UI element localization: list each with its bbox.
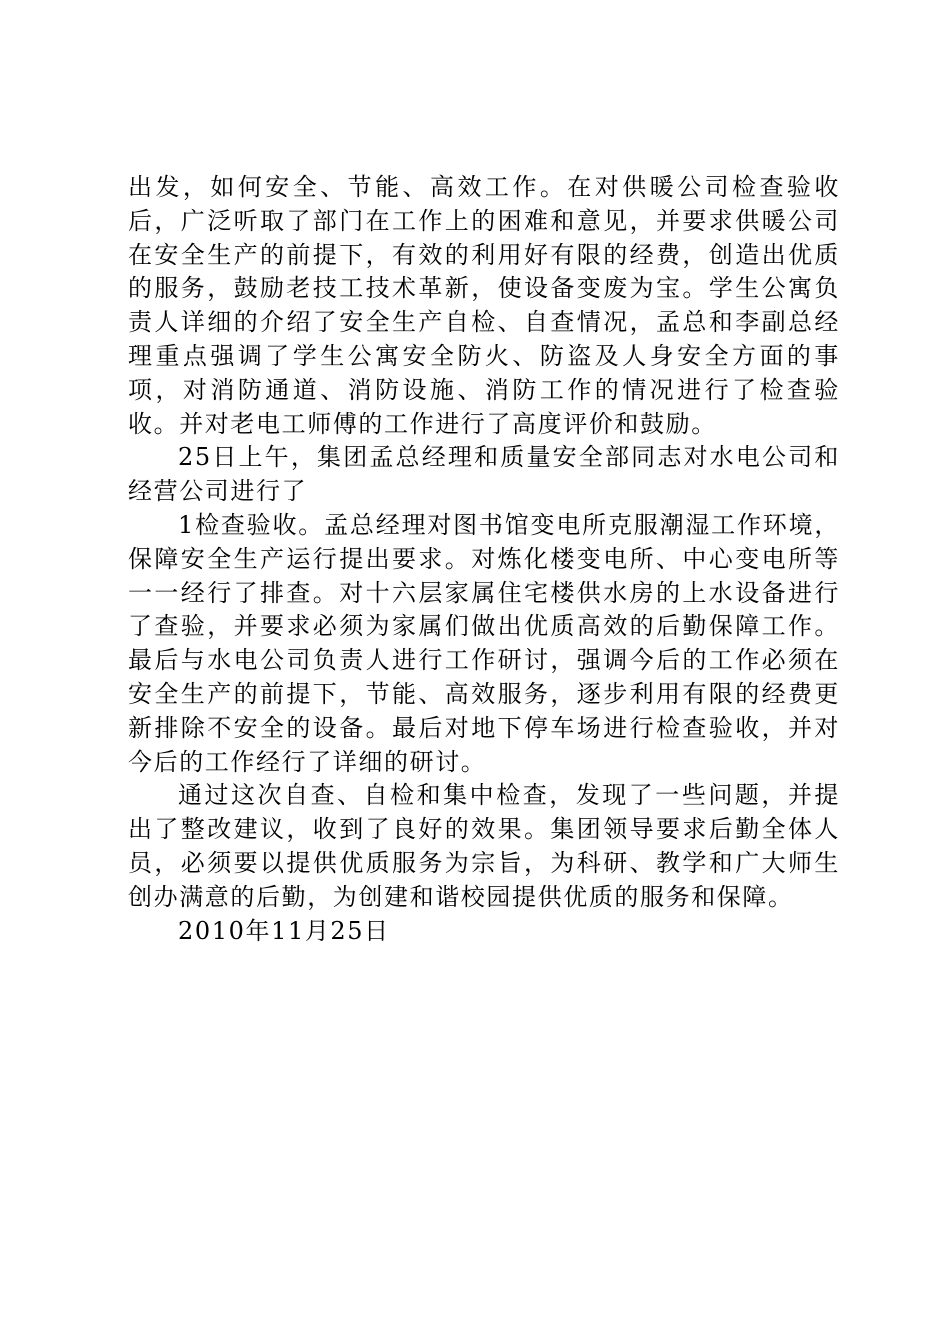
paragraph-continuation: 出发，如何安全、节能、高效工作。在对供暖公司检查验收后，广泛听取了部门在工作上的困难和意见，并要求供暖公司在安全生产的前提下，有效的利用好有限的经费，创造出优质的服务，鼓励老技工技术革新，使设备变废为宝。学生公寓负责人详细的介绍了安全生产自检、自查情况，孟总和李副总经理重点强调了学生公寓安全防火、防盗及人身安全方面的事项，对消防通道、消防设施、消防工作的情况进行了检查验收。并对老电工师傅的工作进行了高度评价和鼓励。 [128, 173, 840, 438]
paragraph-inspection-acceptance: 1检查验收。孟总经理对图书馆变电所克服潮湿工作环境，保障安全生产运行提出要求。对炼化楼变电所、中心变电所等一一经行了排查。对十六层家属住宅楼供水房的上水设备进行了查验，并要求必须为家属们做出优质高效的后勤保障工作。最后与水电公司负责人进行工作研讨，强调今后的工作必须在安全生产的前提下，节能、高效服务，逐步利用有限的经费更新排除不安全的设备。最后对地下停车场进行检查验收，并对今后的工作经行了详细的研讨。 [128, 510, 840, 776]
document-body [128, 171, 840, 948]
document-date: 2010年11月25日 [178, 916, 390, 945]
paragraph-25th-morning: 25日上午，集团孟总经理和质量安全部同志对水电公司和经营公司进行了 [128, 443, 840, 506]
paragraph-summary: 通过这次自查、自检和集中检查，发现了一些问题，并提出了整改建议，收到了良好的效果。集团领导要求后勤全体人员，必须要以提供优质服务为宗旨，为科研、教学和广大师生创办满意的后勤，为创建和谐校园提供优质的服务和保障。 [128, 781, 840, 911]
